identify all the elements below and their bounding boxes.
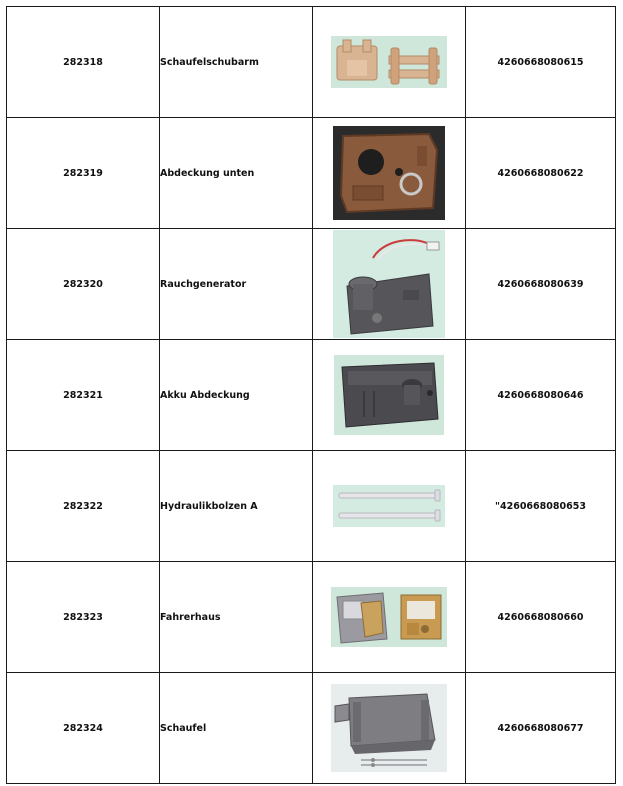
part-number: 282322 <box>7 451 160 562</box>
ean-code: 4260668080677 <box>466 673 616 784</box>
table-row <box>7 451 616 562</box>
table-row <box>7 7 616 118</box>
ean-code: 4260668080622 <box>466 118 616 229</box>
ean-code: 4260668080660 <box>466 562 616 673</box>
part-name: Akku Abdeckung <box>160 340 313 451</box>
hydraulic-bolts-photo <box>333 485 445 527</box>
ean-code: 4260668080639 <box>466 229 616 340</box>
cab-photo <box>331 587 447 647</box>
part-number: 282319 <box>7 118 160 229</box>
part-name: Schaufel <box>160 673 313 784</box>
table-row <box>7 118 616 229</box>
battery-cover-photo <box>334 355 444 435</box>
table-row <box>7 673 616 784</box>
pusher-arm-photo <box>331 36 447 88</box>
part-name: Abdeckung unten <box>160 118 313 229</box>
part-number: 282318 <box>7 7 160 118</box>
part-name: Schaufelschubarm <box>160 7 313 118</box>
part-name: Fahrerhaus <box>160 562 313 673</box>
ean-code: 4260668080646 <box>466 340 616 451</box>
table-row <box>7 340 616 451</box>
ean-code: 4260668080615 <box>466 7 616 118</box>
bottom-cover-photo <box>333 126 445 220</box>
bucket-photo <box>331 684 447 772</box>
part-name: Rauchgenerator <box>160 229 313 340</box>
table-row <box>7 562 616 673</box>
part-number: 282321 <box>7 340 160 451</box>
part-number: 282323 <box>7 562 160 673</box>
part-number: 282320 <box>7 229 160 340</box>
smoke-generator-photo <box>333 230 445 338</box>
table-row <box>7 229 616 340</box>
ean-code: "4260668080653 <box>466 451 616 562</box>
part-number: 282324 <box>7 673 160 784</box>
part-name: Hydraulikbolzen A <box>160 451 313 562</box>
parts-table <box>6 6 616 784</box>
